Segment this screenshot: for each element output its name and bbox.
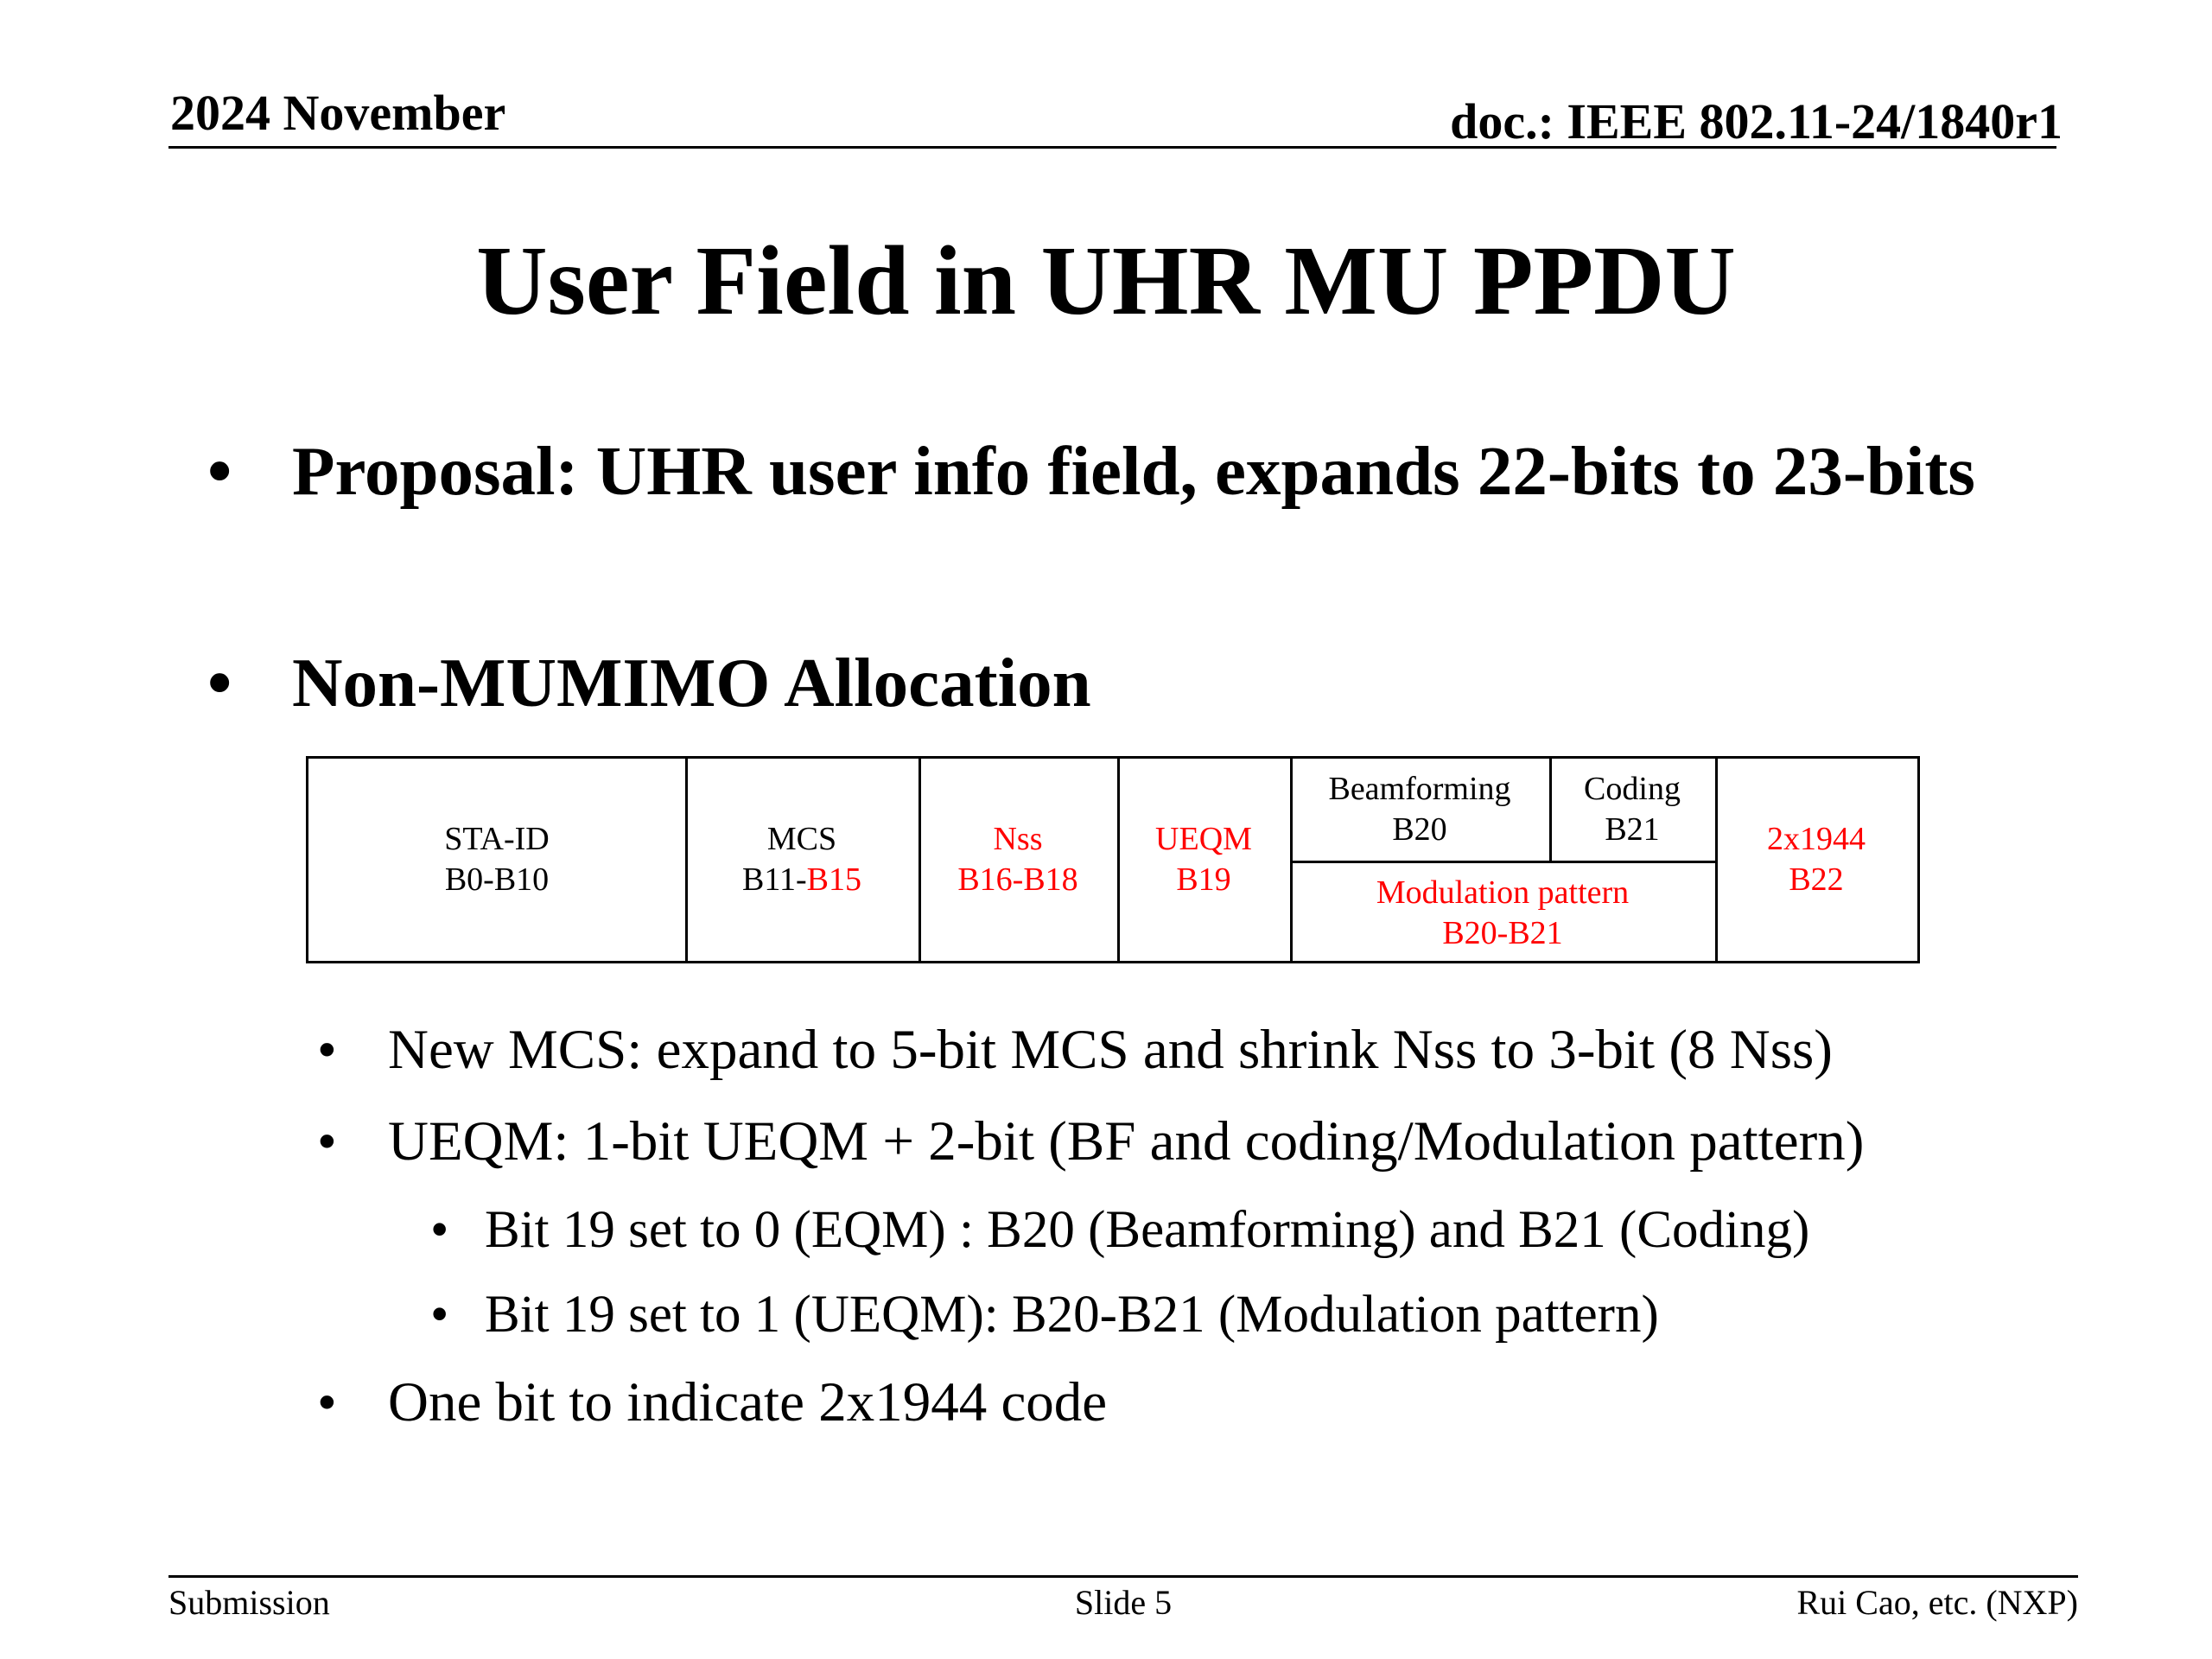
- mcs-bits: [742, 860, 861, 901]
- cell-mcs: [685, 759, 918, 961]
- bullet-marker: •: [430, 1286, 449, 1344]
- detail-bit19-1-text: Bit 19 set to 1 (UEQM): B20-B21 (Modulation pattern): [485, 1286, 1659, 1344]
- beamforming-bits: B20: [1392, 811, 1447, 848]
- sta-id-bits: B0-B10: [444, 861, 550, 898]
- bullet-marker: •: [317, 1019, 337, 1081]
- cell-modulation-pattern: [1290, 863, 1715, 963]
- bullet-proposal-text: Proposal: UHR user info field, expands 22-bits to 23-bits: [292, 432, 1975, 510]
- sta-id-label: STA-ID: [444, 820, 550, 857]
- footer-slide-number: Slide 5: [1074, 1583, 1173, 1622]
- header-divider: [168, 146, 2056, 149]
- bullet-allocation-text: Non-MUMIMO Allocation: [292, 644, 1091, 721]
- mcs-bits-black: B11-: [742, 861, 807, 898]
- footer-submission: Submission: [168, 1583, 330, 1622]
- cell-2x1944: [1715, 759, 1917, 961]
- code2x1944-bits: B22: [1789, 861, 1844, 898]
- nss-label: Nss: [993, 820, 1043, 857]
- coding-bits: B21: [1605, 811, 1660, 848]
- cell-beamforming: [1290, 759, 1549, 861]
- detail-bit19-0-text: Bit 19 set to 0 (EQM) : B20 (Beamforming) and B21 (Coding): [485, 1201, 1810, 1259]
- code2x1944-label: 2x1944: [1767, 820, 1866, 857]
- bullet-marker: •: [207, 644, 232, 721]
- mcs-label: MCS: [766, 820, 837, 857]
- cell-nss: [918, 759, 1117, 961]
- footer-divider: [168, 1575, 2078, 1578]
- beamforming-label: Beamforming: [1328, 770, 1511, 807]
- header-doc-id: doc.: IEEE 802.11-24/1840r1: [1450, 93, 2063, 149]
- modulation-label: Modulation pattern: [1376, 874, 1630, 911]
- user-field-table: [306, 756, 1920, 963]
- footer-author: Rui Cao, etc. (NXP): [1796, 1583, 2078, 1622]
- nss-bits: B16-B18: [957, 861, 1078, 898]
- detail-one-bit-text: One bit to indicate 2x1944 code: [388, 1371, 1108, 1433]
- slide-title: User Field in UHR MU PPDU: [476, 226, 1736, 335]
- bullet-marker: •: [317, 1371, 337, 1433]
- mcs-bits-red: B15: [806, 861, 861, 898]
- ueqm-bits: B19: [1176, 861, 1231, 898]
- bullet-marker: •: [430, 1201, 449, 1259]
- cell-ueqm: [1117, 759, 1290, 961]
- modulation-bits: B20-B21: [1442, 915, 1563, 951]
- ueqm-label: UEQM: [1155, 820, 1252, 857]
- bullet-marker: •: [317, 1110, 337, 1173]
- header-date: 2024 November: [170, 85, 506, 141]
- bullet-marker: •: [207, 432, 232, 510]
- cell-coding: [1549, 759, 1715, 861]
- detail-new-mcs-text: New MCS: expand to 5-bit MCS and shrink Nss to 3-bit (8 Nss): [388, 1019, 1833, 1081]
- detail-ueqm-text: UEQM: 1-bit UEQM + 2-bit (BF and coding/Modulation pattern): [388, 1110, 1865, 1173]
- cell-sta-id: [308, 759, 685, 961]
- coding-label: Coding: [1584, 770, 1681, 807]
